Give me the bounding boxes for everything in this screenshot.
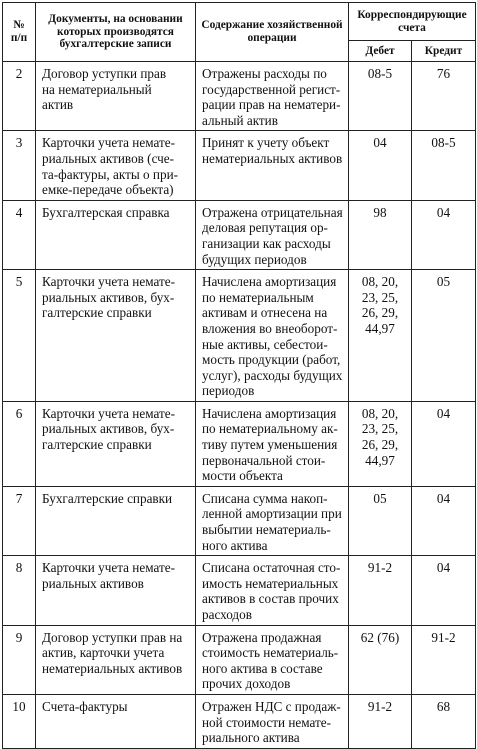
- table-row: [3, 625, 476, 694]
- table-row: [3, 401, 476, 486]
- header-number: № п/п: [3, 3, 36, 62]
- accounting-entries-table: [2, 2, 476, 749]
- table-row: [3, 556, 476, 625]
- row-content: Отражена продажная стоимость нематериаль- ного актива в составе прочих доходов: [196, 625, 349, 694]
- row-number: 9: [3, 625, 36, 694]
- row-debit: 08, 20, 23, 25, 26, 29, 44,97: [349, 401, 412, 486]
- table-row: [3, 131, 476, 200]
- row-content: Списана остаточная сто- имость нематериальных активов в состав прочих расходов: [196, 556, 349, 625]
- row-debit: 98: [349, 200, 412, 269]
- table-row: [3, 270, 476, 402]
- row-number: 4: [3, 200, 36, 269]
- row-debit: 04: [349, 131, 412, 200]
- row-number: 3: [3, 131, 36, 200]
- row-document: Карточки учета немате- риальных активов: [36, 556, 196, 625]
- table-row: [3, 62, 476, 131]
- row-number: 5: [3, 270, 36, 402]
- row-document: Счета-фактуры: [36, 694, 196, 748]
- table-row: [3, 486, 476, 555]
- row-content: Отражена отрицательная деловая репутация ор- ганизации как расходы будущих периодов: [196, 200, 349, 269]
- row-number: 6: [3, 401, 36, 486]
- row-debit: 08, 20, 23, 25, 26, 29, 44,97: [349, 270, 412, 402]
- header-debit: Дебет: [349, 41, 412, 62]
- row-document: Бухгалтерская справка: [36, 200, 196, 269]
- header-row: [3, 3, 476, 41]
- row-credit: 04: [412, 401, 476, 486]
- row-content: Начислена амортизация по нематериальным активам и отнесена на вложения во внеоборот- ные активы, себестои- мость продукции (работ, услуг), расходы будущих периодов: [196, 270, 349, 402]
- row-credit: 05: [412, 270, 476, 402]
- row-credit: 76: [412, 62, 476, 131]
- row-number: 7: [3, 486, 36, 555]
- row-debit: 91-2: [349, 556, 412, 625]
- row-document: Договор уступки прав на актив, карточки учета нематериальных активов: [36, 625, 196, 694]
- row-credit: 08-5: [412, 131, 476, 200]
- row-credit: 91-2: [412, 625, 476, 694]
- row-document: Договор уступки прав на нематериальный актив: [36, 62, 196, 131]
- header-documents: Документы, на основании которых производятся бухгалтерские записи: [36, 3, 196, 62]
- row-number: 8: [3, 556, 36, 625]
- header-content: Содержание хозяйственной операции: [196, 3, 349, 62]
- header-credit: Кредит: [412, 41, 476, 62]
- row-content: Начислена амортизация по нематериальному ак- тиву путем уменьшения первоначальной стои- мости объекта: [196, 401, 349, 486]
- table-row: [3, 200, 476, 269]
- row-credit: 68: [412, 694, 476, 748]
- row-debit: 05: [349, 486, 412, 555]
- row-document: Карточки учета немате- риальных активов (сче- та-фактуры, акты о при- емке-передаче объекта): [36, 131, 196, 200]
- row-content: Списана сумма накоп- ленной амортизации при выбытии нематериаль- ного актива: [196, 486, 349, 555]
- row-debit: 08-5: [349, 62, 412, 131]
- header-accounts: Корреспондирующие счета: [349, 3, 476, 41]
- row-content: Отражен НДС с продаж- ной стоимости немате- риального актива: [196, 694, 349, 748]
- row-debit: 62 (76): [349, 625, 412, 694]
- row-content: Отражены расходы по государственной регист- рации прав на нематери- альный актив: [196, 62, 349, 131]
- row-number: 10: [3, 694, 36, 748]
- row-debit: 91-2: [349, 694, 412, 748]
- row-content: Принят к учету объект нематериальных активов: [196, 131, 349, 200]
- row-credit: 04: [412, 200, 476, 269]
- row-document: Бухгалтерские справки: [36, 486, 196, 555]
- row-document: Карточки учета немате- риальных активов, бух- галтерские справки: [36, 270, 196, 402]
- row-credit: 04: [412, 486, 476, 555]
- row-document: Карточки учета немате- риальных активов, бух- галтерские справки: [36, 401, 196, 486]
- table-row: [3, 694, 476, 748]
- row-credit: 04: [412, 556, 476, 625]
- row-number: 2: [3, 62, 36, 131]
